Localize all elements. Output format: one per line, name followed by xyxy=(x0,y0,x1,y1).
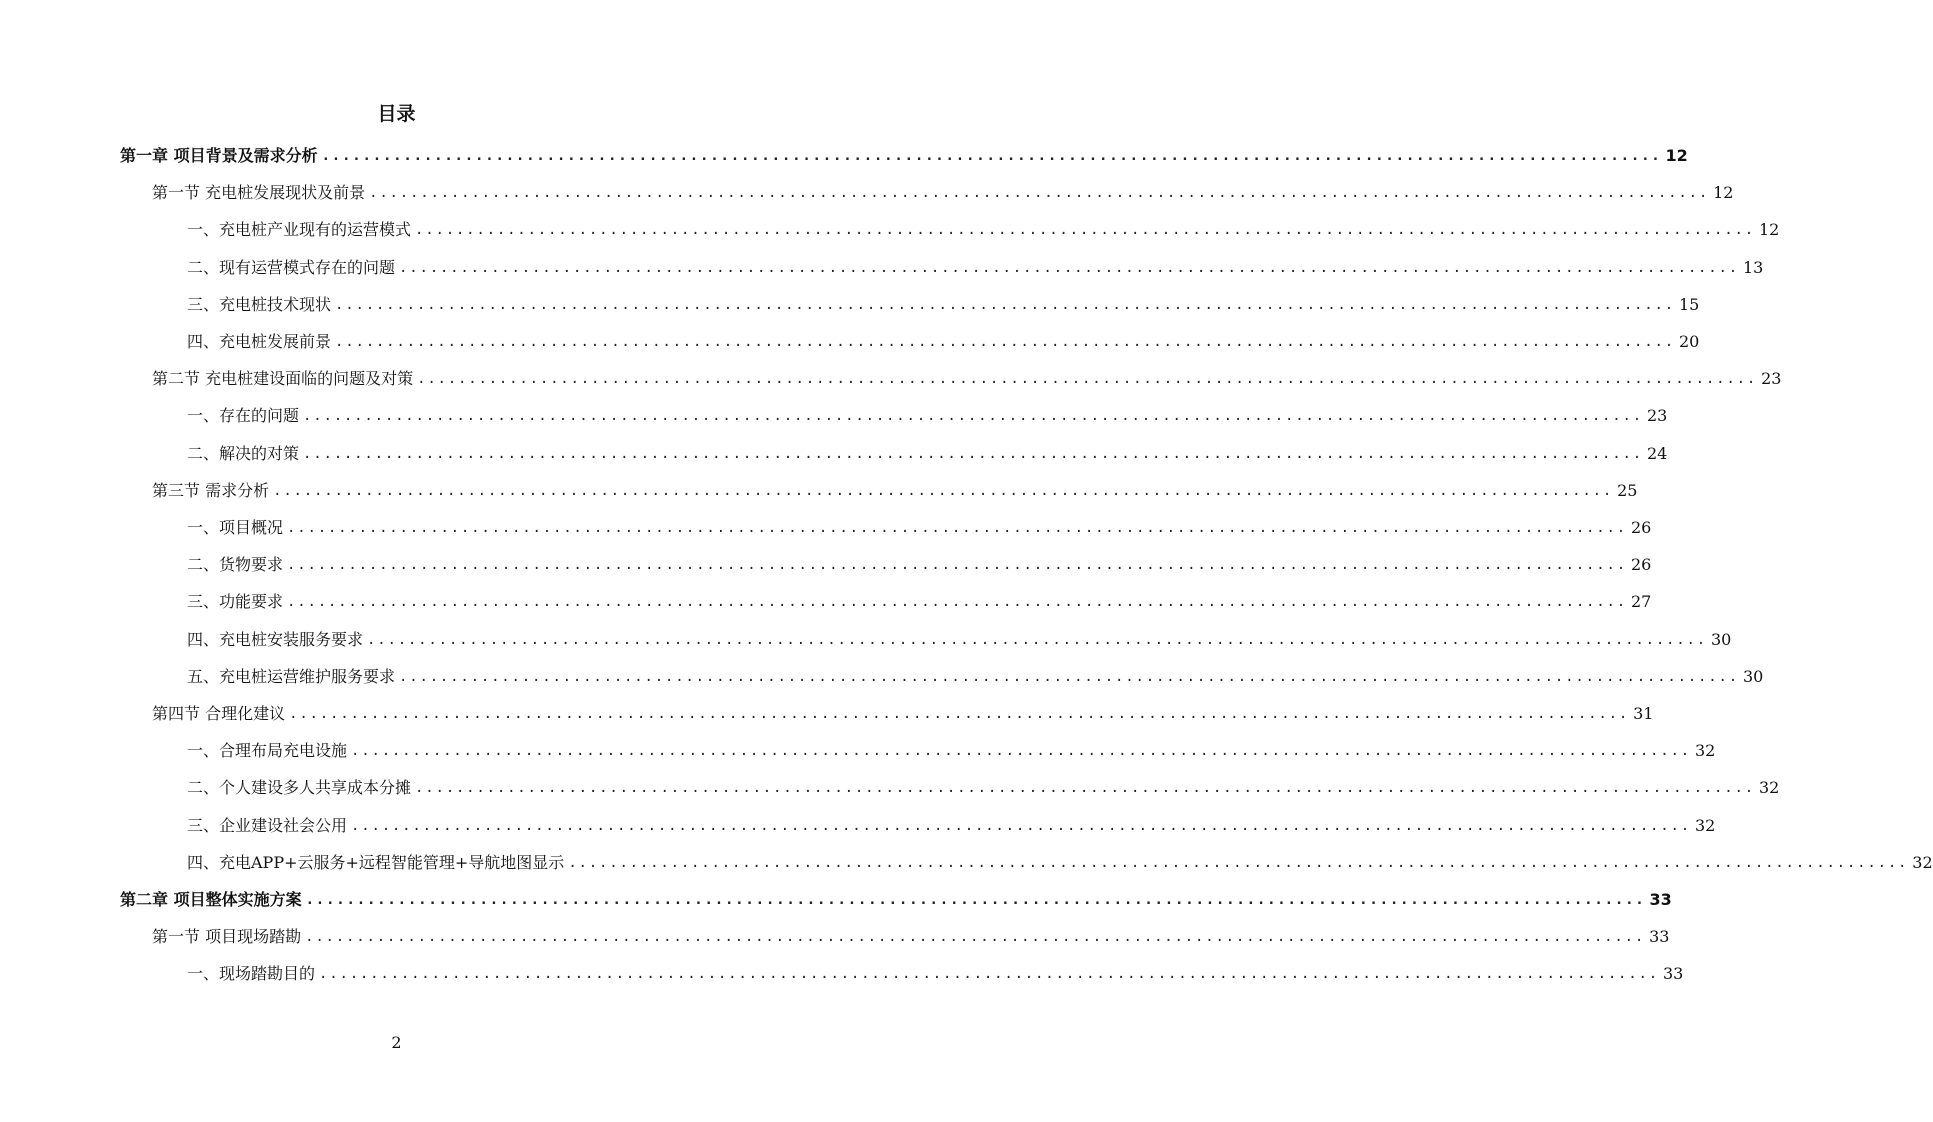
toc-entry-text: 第四节 合理化建议 xyxy=(152,704,286,723)
toc-entry[interactable] xyxy=(152,174,1734,204)
toc-entry-page: 32 xyxy=(1912,852,1933,872)
toc-entry-text: 四、充电桩安装服务要求 xyxy=(187,629,364,649)
toc-entry[interactable] xyxy=(152,360,1782,390)
toc-entry-text: 第二节 充电桩建设面临的问题及对策 xyxy=(152,369,414,389)
toc-entry-page: 20 xyxy=(1678,332,1700,351)
toc-entry-page: 30 xyxy=(1710,629,1732,649)
toc-entry-text: 第一章 项目背景及需求分析 xyxy=(120,146,318,165)
page-number: 2 xyxy=(391,1033,402,1052)
toc-entry[interactable] xyxy=(152,472,1638,502)
toc-entry[interactable] xyxy=(187,546,1652,576)
toc-entry-text: 五、充电桩运营维护服务要求 xyxy=(187,666,396,686)
toc-entry-page: 24 xyxy=(1646,443,1668,463)
toc-entry-page: 25 xyxy=(1617,480,1638,500)
dot-leader: ................................................................................................................................... xyxy=(303,445,1643,462)
toc-entry-page: 31 xyxy=(1633,704,1654,723)
toc-entry-text: 四、充电APP+云服务+远程智能管理+导航地图显示 xyxy=(187,852,565,872)
toc-entry-page: 12 xyxy=(1713,183,1734,203)
dot-leader: ................................................................................................................................... xyxy=(568,854,1909,871)
toc-entry[interactable] xyxy=(187,397,1668,427)
dot-leader: ................................................................................................................................... xyxy=(351,817,1691,834)
toc-entry-page: 33 xyxy=(1649,927,1670,947)
toc-entry-page: 30 xyxy=(1742,666,1764,686)
toc-entry-text: 第一节 充电桩发展现状及前景 xyxy=(152,183,366,203)
dot-leader: ................................................................................................................................... xyxy=(399,259,1739,276)
toc-entry[interactable] xyxy=(152,695,1654,725)
toc-entry-text: 一、合理布局充电设施 xyxy=(187,741,348,761)
dot-leader: ................................................................................................................................... xyxy=(305,929,1646,946)
dot-leader: ................................................................................................................................... xyxy=(287,557,1627,574)
dot-leader: ................................................................................................................................... xyxy=(305,892,1646,908)
toc-entry[interactable] xyxy=(120,137,1688,167)
dot-leader: ................................................................................................................................... xyxy=(273,482,1614,499)
toc-entry[interactable] xyxy=(187,807,1716,837)
toc-entry-page: 23 xyxy=(1761,369,1782,389)
toc-entry[interactable] xyxy=(187,323,1700,353)
toc-entry[interactable] xyxy=(187,955,1684,985)
toc-entry-text: 三、充电桩技术现状 xyxy=(187,294,332,314)
toc-entry[interactable] xyxy=(187,211,1780,241)
toc-entry[interactable] xyxy=(187,583,1652,613)
toc-title: 目录 xyxy=(377,103,416,125)
toc-entry[interactable] xyxy=(120,881,1672,911)
dot-leader: ................................................................................................................................... xyxy=(335,296,1675,313)
toc-entry-page: 33 xyxy=(1662,964,1684,984)
toc-entry-page: 23 xyxy=(1646,406,1668,426)
toc-entry-page: 32 xyxy=(1758,778,1780,798)
toc-entry-page: 27 xyxy=(1630,592,1652,612)
dot-leader: ................................................................................................................................... xyxy=(399,668,1739,685)
toc-entry-text: 第二章 项目整体实施方案 xyxy=(120,890,302,909)
dot-leader: ................................................................................................................................... xyxy=(321,148,1662,164)
toc-entry-text: 四、充电桩发展前景 xyxy=(187,332,332,351)
toc-entry-text: 二、解决的对策 xyxy=(187,443,300,463)
toc-entry-text: 一、现场踏勘目的 xyxy=(187,964,316,984)
dot-leader: ................................................................................................................................... xyxy=(289,706,1630,722)
toc-entry-page: 32 xyxy=(1694,741,1716,761)
dot-leader: ................................................................................................................................... xyxy=(415,222,1755,239)
toc-entry-page: 33 xyxy=(1649,890,1672,909)
dot-leader: ................................................................................................................................... xyxy=(335,334,1675,350)
toc-entry-text: 二、现有运营模式存在的问题 xyxy=(187,257,396,277)
toc-entry-text: 一、充电桩产业现有的运营模式 xyxy=(187,220,412,240)
toc-entry-page: 15 xyxy=(1678,294,1700,314)
toc-entry-text: 三、功能要求 xyxy=(187,592,284,612)
toc-entry[interactable] xyxy=(187,844,1933,874)
toc-entry-text: 一、存在的问题 xyxy=(187,406,300,426)
toc-entry-page: 26 xyxy=(1630,555,1652,575)
toc-entry-text: 三、企业建设社会公用 xyxy=(187,815,348,835)
toc-entry[interactable] xyxy=(187,509,1652,539)
toc-entry-page: 12 xyxy=(1758,220,1780,240)
toc-entry-text: 一、项目概况 xyxy=(187,518,284,537)
toc-entry-page: 12 xyxy=(1665,146,1688,165)
dot-leader: ................................................................................................................................... xyxy=(303,408,1643,425)
dot-leader: ................................................................................................................................... xyxy=(415,780,1755,797)
dot-leader: ................................................................................................................................... xyxy=(351,743,1691,760)
toc-entry[interactable] xyxy=(152,918,1670,948)
toc-entry-page: 13 xyxy=(1742,257,1764,277)
toc-entry[interactable] xyxy=(187,249,1764,279)
toc-entry-text: 二、货物要求 xyxy=(187,555,284,575)
toc-entry[interactable] xyxy=(187,769,1780,799)
toc-entry-text: 第三节 需求分析 xyxy=(152,480,270,500)
dot-leader: ................................................................................................................................... xyxy=(367,631,1707,648)
toc-entry[interactable] xyxy=(187,435,1668,465)
dot-leader: ................................................................................................................................... xyxy=(287,594,1627,611)
dot-leader: ................................................................................................................................... xyxy=(287,520,1627,536)
dot-leader: ................................................................................................................................... xyxy=(319,966,1659,983)
toc-entry[interactable] xyxy=(187,732,1716,762)
toc-entry-text: 第一节 项目现场踏勘 xyxy=(152,927,302,947)
toc-entry[interactable] xyxy=(187,286,1700,316)
toc-entry[interactable] xyxy=(187,658,1764,688)
toc-entry-page: 26 xyxy=(1630,518,1652,537)
dot-leader: ................................................................................................................................... xyxy=(369,185,1710,202)
toc-entry-page: 32 xyxy=(1694,815,1716,835)
dot-leader: ................................................................................................................................... xyxy=(417,371,1758,388)
toc-entry-text: 二、个人建设多人共享成本分摊 xyxy=(187,778,412,798)
toc-entry[interactable] xyxy=(187,621,1732,651)
